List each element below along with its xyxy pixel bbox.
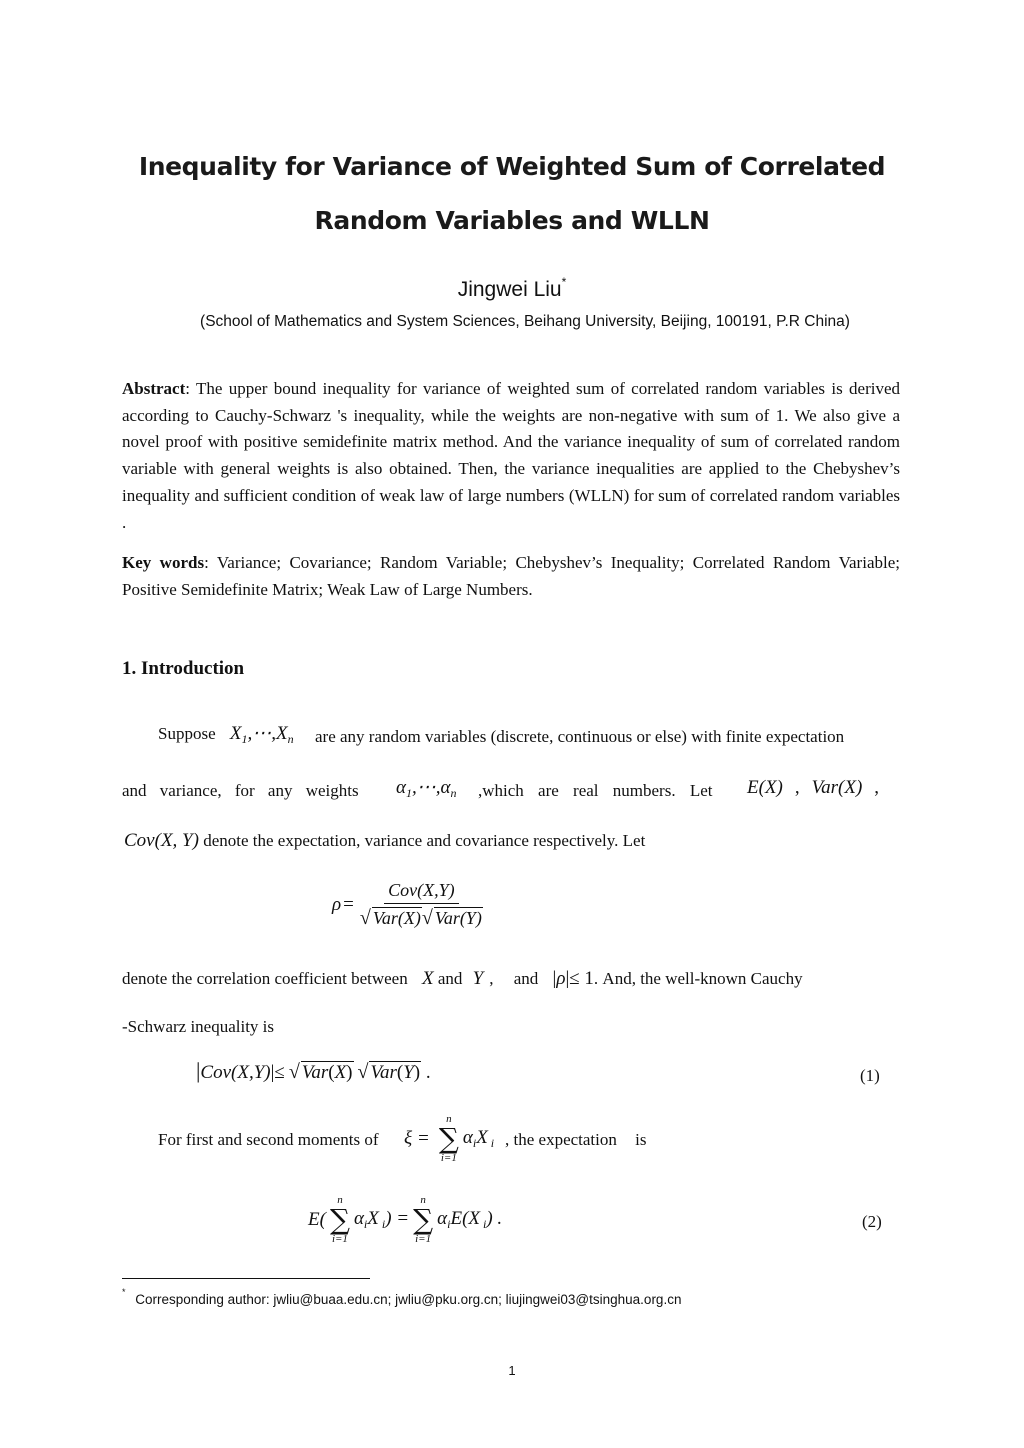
intro-line-suppose-rest: are any random variables (discrete, continuous or else) with finite expectation: [315, 727, 845, 746]
keywords: [122, 550, 900, 603]
intro-line-schwarz: -Schwarz inequality is: [122, 1017, 275, 1036]
math-covariance: Cov(X, Y): [124, 830, 199, 851]
author-footnote-mark: *: [561, 275, 567, 289]
abstract: [122, 376, 900, 536]
equation-cauchy-schwarz: |Cov(X,Y)|≤ √ Var(X) √ Var(Y) .: [196, 1058, 431, 1083]
intro-line-weights: and variance, for any weights: [122, 781, 359, 800]
page-number: 1: [508, 1363, 516, 1378]
intro-line-denote: Cov(X, Y) denote the expectation, variance and covariance respectively. Let: [124, 830, 646, 851]
paper-title-line-2: Random Variables and WLLN: [314, 206, 710, 235]
abstract-label: Abstract: [122, 379, 186, 398]
equation-number-2: (2): [862, 1212, 882, 1231]
keywords-label: Key words: [122, 553, 205, 572]
paper-title-line-1: Inequality for Variance of Weighted Sum of Correlated: [138, 152, 886, 181]
author: [0, 277, 1024, 302]
intro-line-suppose: Suppose $X_1,\cdots,X_n$: [158, 723, 294, 746]
intro-line-let: ,which are real numbers. Let: [478, 781, 713, 800]
intro-line-moments: For first and second moments of: [158, 1130, 379, 1149]
abstract-text: : The upper bound inequality for variance of weighted sum of correlated random variables is derived according to Cauchy-Schwarz 's inequality, while the weights are non-negative with sum of 1. We also give a novel proof with positive semidefinite matrix method. And the variance inequality of sum of correlated random variable with general weights is also obtained. Then, the variance inequalities are applied to the Chebyshev’s inequality and sufficient condition of weak law of large numbers (WLLN) for sum of correlated random variables .: [122, 379, 900, 532]
footnote: [122, 1287, 682, 1307]
equation-number-1: (1): [860, 1066, 880, 1085]
math-x1-to-xn: $X_1,\cdots,X_n$: [229, 723, 294, 746]
math-alpha-weights: $\alpha_1,\cdots,\alpha_n$: [396, 777, 457, 800]
equation-linearity-of-expectation: E( n ∑ i=1 $\alpha_iX$ $_i$) = n ∑ i=1 $\alpha_iE(X$ $_i$) .: [308, 1194, 503, 1245]
equation-correlation-coefficient: ρ = $\frac{\text{Cov(X,Y)}}{\text{√ Var(X)√ Var(Y)}}$: [332, 880, 482, 929]
section-heading-introduction: 1. Introduction: [122, 658, 245, 679]
keywords-text: : Variance; Covariance; Random Variable; Chebyshev’s Inequality; Correlated Random Variable; Positive Semidefinite Matrix; Weak Law of Large Numbers.: [122, 553, 900, 599]
intro-line-expectation: , the expectation is: [505, 1130, 647, 1149]
affiliation: (School of Mathematics and System Sciences, Beihang University, Beijing, 100191, P.R China): [200, 313, 850, 330]
footnote-divider: [122, 1278, 370, 1279]
footnote-text: Corresponding author: jwliu@buaa.edu.cn; jwliu@pku.org.cn; liujingwei03@tsinghua.org.cn: [135, 1291, 682, 1307]
author-name: Jingwei Liu: [457, 278, 562, 301]
footnote-mark: *: [122, 1287, 126, 1297]
math-expectation-variance: E(X) , Var(X) ,: [747, 777, 880, 798]
intro-line-correlation: denote the correlation coefficient between X and Y , and |ρ|≤ 1. And, the well-known Cauchy: [122, 968, 803, 989]
math-xi-definition: ξ = n ∑ i=1 $\alpha_iX$ $_i$: [404, 1113, 495, 1164]
